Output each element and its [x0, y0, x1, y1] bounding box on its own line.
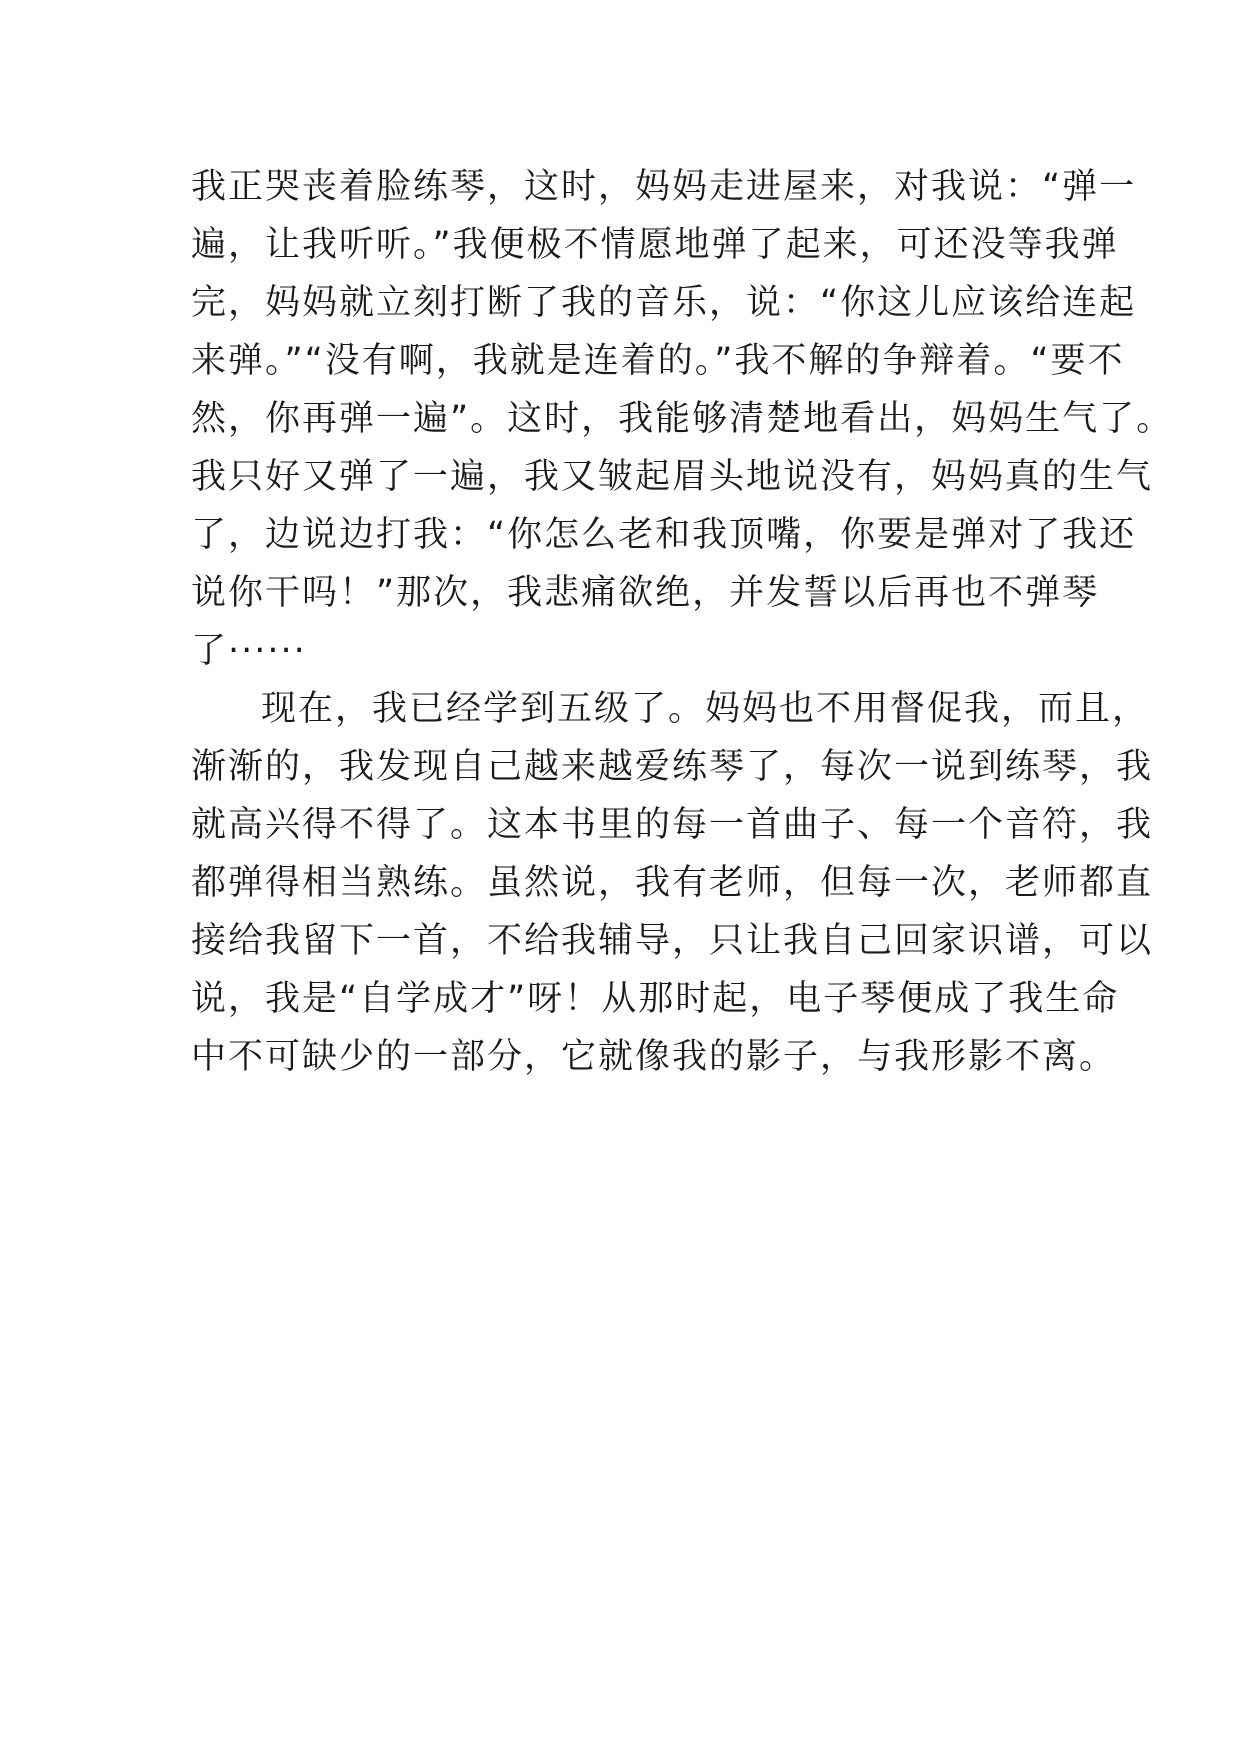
paragraph-2 — [191, 680, 1154, 1086]
paragraph-line: 渐渐的，我发现自己越来越爱练琴了，每次一说到练琴，我 — [191, 747, 1154, 787]
paragraph-line: 现在，我已经学到五级了。妈妈也不用督促我，而且， — [261, 689, 1150, 729]
paragraph-line: 就高兴得不得了。这本书里的每一首曲子、每一个音符，我 — [191, 805, 1154, 845]
paragraph-line: 来弹。”“没有啊，我就是连着的。”我不解的争辩着。“要不 — [191, 341, 1125, 381]
paragraph-line: 都弹得相当熟练。虽然说，我有老师，但每一次，老师都直 — [191, 863, 1154, 903]
paragraph-line: 我只好又弹了一遍，我又皱起眉头地说没有，妈妈真的生气 — [191, 457, 1154, 497]
paragraph-line: 完，妈妈就立刻打断了我的音乐，说：“你这儿应该给连起 — [191, 283, 1137, 323]
paragraph-line: 接给我留下一首，不给我辅导，只让我自己回家识谱，可以 — [191, 921, 1154, 961]
paragraph-line: 了······ — [191, 631, 307, 671]
paragraph-line: 了，边说边打我：“你怎么老和我顶嘴，你要是弹对了我还 — [191, 515, 1137, 555]
paragraph-1 — [191, 158, 1174, 680]
paragraph-line: 中不可缺少的一部分，它就像我的影子，与我形影不离。 — [191, 1037, 1117, 1077]
paragraph-line: 然，你再弹一遍”。这时，我能够清楚地看出，妈妈生气了。 — [191, 399, 1174, 439]
paragraph-line: 遍，让我听听。”我便极不情愿地弹了起来，可还没等我弹 — [191, 225, 1119, 265]
paragraph-line: 说你干吗！”那次，我悲痛欲绝，并发誓以后再也不弹琴 — [191, 573, 1100, 613]
paragraph-line: 我正哭丧着脸练琴，这时，妈妈走进屋来，对我说：“弹一 — [191, 167, 1137, 207]
paragraph-line: 说，我是“自学成才”呀！从那时起，电子琴便成了我生命 — [191, 979, 1120, 1019]
document-body — [191, 158, 1174, 1086]
